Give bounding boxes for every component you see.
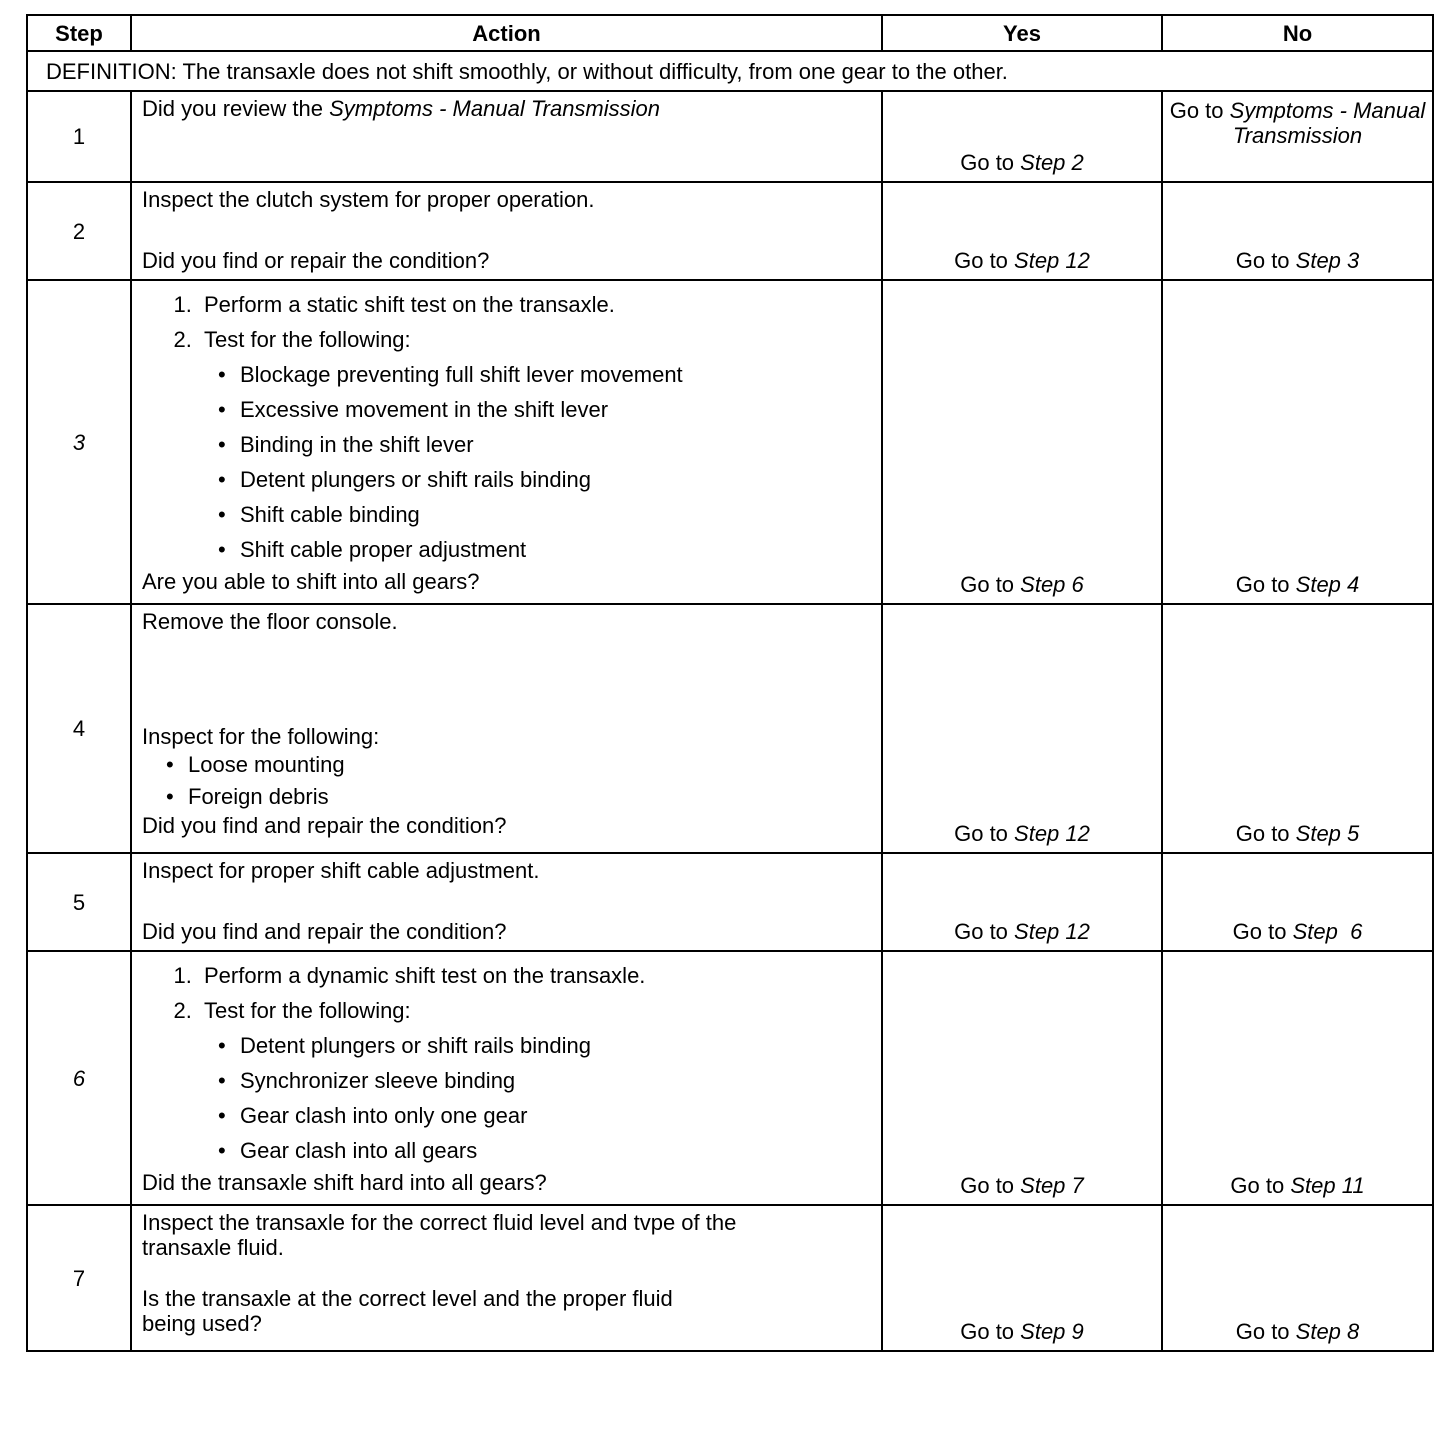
yes-cell bbox=[882, 91, 1162, 182]
yes-step: Step 2 bbox=[1020, 150, 1084, 175]
yes-step: Step 9 bbox=[1020, 1319, 1084, 1344]
no-step: Step 5 bbox=[1295, 821, 1360, 846]
bullet-list bbox=[204, 1028, 871, 1168]
yes-step: Step 6 bbox=[1020, 572, 1084, 597]
step-number: 6 bbox=[27, 951, 131, 1205]
yes-step: Step 12 bbox=[1014, 248, 1090, 273]
no-cell bbox=[1162, 604, 1433, 853]
no-cell bbox=[1162, 280, 1433, 604]
no-step: Symptoms - Manual Transmission bbox=[1229, 98, 1426, 148]
yes-prefix: Go to bbox=[960, 572, 1021, 597]
action-line: transaxle fluid. bbox=[142, 1235, 284, 1260]
list-item: • Blockage preventing full shift lever movement bbox=[240, 357, 871, 392]
action-question: Did you find and repair the condition? bbox=[142, 919, 507, 944]
no-step: Step 6 bbox=[1292, 919, 1363, 944]
yes-cell bbox=[882, 604, 1162, 853]
action-reference: Symptoms - Manual Transmission bbox=[329, 96, 660, 121]
list-item: • Shift cable proper adjustment bbox=[240, 532, 871, 567]
action-cell bbox=[131, 853, 882, 951]
bullet-list bbox=[204, 357, 871, 567]
list-item-text: Test for the following: bbox=[204, 327, 411, 352]
action-question: Did you find or repair the condition? bbox=[142, 248, 490, 273]
step-number: 7 bbox=[27, 1205, 131, 1351]
no-step: Step 8 bbox=[1295, 1319, 1360, 1344]
list-item: • Detent plungers or shift rails binding bbox=[240, 462, 871, 497]
header-step: Step bbox=[27, 15, 131, 51]
action-line: Inspect the clutch system for proper operation. bbox=[142, 187, 595, 212]
definition-row bbox=[27, 51, 1433, 91]
action-cell bbox=[131, 91, 882, 182]
list-item: • Binding in the shift lever bbox=[240, 427, 871, 462]
step-number: 1 bbox=[27, 91, 131, 182]
header-no: No bbox=[1162, 15, 1433, 51]
action-cell bbox=[131, 951, 882, 1205]
yes-cell bbox=[882, 853, 1162, 951]
no-cell bbox=[1162, 1205, 1433, 1351]
no-step: Step 4 bbox=[1295, 572, 1360, 597]
no-step: Step 11 bbox=[1290, 1173, 1365, 1198]
action-line: Inspect for proper shift cable adjustment. bbox=[142, 858, 540, 883]
yes-prefix: Go to bbox=[960, 1173, 1021, 1198]
no-prefix: Go to bbox=[1230, 1173, 1291, 1198]
list-item bbox=[198, 993, 871, 1168]
action-question: Did the transaxle shift hard into all gears? bbox=[142, 1170, 547, 1195]
list-item: • Loose mounting bbox=[188, 749, 871, 781]
no-cell bbox=[1162, 853, 1433, 951]
action-question: Are you able to shift into all gears? bbox=[142, 569, 480, 594]
yes-prefix: Go to bbox=[954, 919, 1015, 944]
numbered-list bbox=[142, 287, 871, 567]
no-prefix: Go to bbox=[1232, 919, 1293, 944]
step-number: 4 bbox=[27, 604, 131, 853]
step-number: 5 bbox=[27, 853, 131, 951]
yes-cell bbox=[882, 182, 1162, 280]
definition: DEFINITION: The transaxle does not shift smoothly, or without difficulty, from one gear to the other. bbox=[27, 51, 1433, 91]
numbered-list bbox=[142, 958, 871, 1168]
yes-prefix: Go to bbox=[960, 1319, 1021, 1344]
table-row bbox=[27, 280, 1433, 604]
list-item-text: Test for the following: bbox=[204, 998, 411, 1023]
list-item: • Detent plungers or shift rails binding bbox=[240, 1028, 871, 1063]
action-cell bbox=[131, 280, 882, 604]
list-item bbox=[198, 322, 871, 567]
action-line: Inspect the transaxle for the correct fluid level and tvpe of the bbox=[142, 1210, 737, 1235]
table-row bbox=[27, 853, 1433, 951]
no-prefix: Go to bbox=[1235, 1319, 1296, 1344]
table-row bbox=[27, 91, 1433, 182]
action-text: Did you review the bbox=[142, 96, 330, 121]
yes-cell bbox=[882, 1205, 1162, 1351]
no-prefix: Go to bbox=[1235, 821, 1296, 846]
header-yes: Yes bbox=[882, 15, 1162, 51]
yes-prefix: Go to bbox=[960, 150, 1021, 175]
yes-step: Step 7 bbox=[1020, 1173, 1084, 1198]
table-row bbox=[27, 951, 1433, 1205]
table-row bbox=[27, 604, 1433, 853]
header-action: Action bbox=[131, 15, 882, 51]
no-prefix: Go to bbox=[1169, 98, 1230, 123]
action-cell bbox=[131, 182, 882, 280]
yes-cell bbox=[882, 951, 1162, 1205]
list-item: • Gear clash into all gears bbox=[240, 1133, 871, 1168]
table-row bbox=[27, 1205, 1433, 1351]
list-item: • Shift cable binding bbox=[240, 497, 871, 532]
action-question: being used? bbox=[142, 1311, 262, 1336]
yes-cell bbox=[882, 280, 1162, 604]
yes-step: Step 12 bbox=[1014, 919, 1090, 944]
list-item: • Gear clash into only one gear bbox=[240, 1098, 871, 1133]
no-cell bbox=[1162, 182, 1433, 280]
yes-prefix: Go to bbox=[954, 821, 1015, 846]
step-number: 2 bbox=[27, 182, 131, 280]
list-item: • Excessive movement in the shift lever bbox=[240, 392, 871, 427]
action-question: Did you find and repair the condition? bbox=[142, 813, 507, 838]
header-row bbox=[27, 15, 1433, 51]
action-cell bbox=[131, 604, 882, 853]
no-prefix: Go to bbox=[1235, 572, 1296, 597]
list-item: • Foreign debris bbox=[188, 781, 871, 813]
table-row bbox=[27, 182, 1433, 280]
yes-prefix: Go to bbox=[954, 248, 1015, 273]
yes-step: Step 12 bbox=[1014, 821, 1090, 846]
diagnostic-table bbox=[26, 14, 1434, 1352]
no-cell bbox=[1162, 91, 1433, 182]
action-cell bbox=[131, 1205, 882, 1351]
list-item: 1. Perform a static shift test on the transaxle. bbox=[198, 287, 871, 322]
list-item: • Synchronizer sleeve binding bbox=[240, 1063, 871, 1098]
action-question: Is the transaxle at the correct level and the proper fluid bbox=[142, 1286, 673, 1311]
action-line: Inspect for the following: bbox=[142, 724, 380, 749]
list-item: 1. Perform a dynamic shift test on the transaxle. bbox=[198, 958, 871, 993]
bullet-list bbox=[142, 749, 871, 813]
no-prefix: Go to bbox=[1235, 248, 1296, 273]
action-line: Remove the floor console. bbox=[142, 609, 398, 634]
step-number: 3 bbox=[27, 280, 131, 604]
no-step: Step 3 bbox=[1295, 248, 1360, 273]
no-cell bbox=[1162, 951, 1433, 1205]
